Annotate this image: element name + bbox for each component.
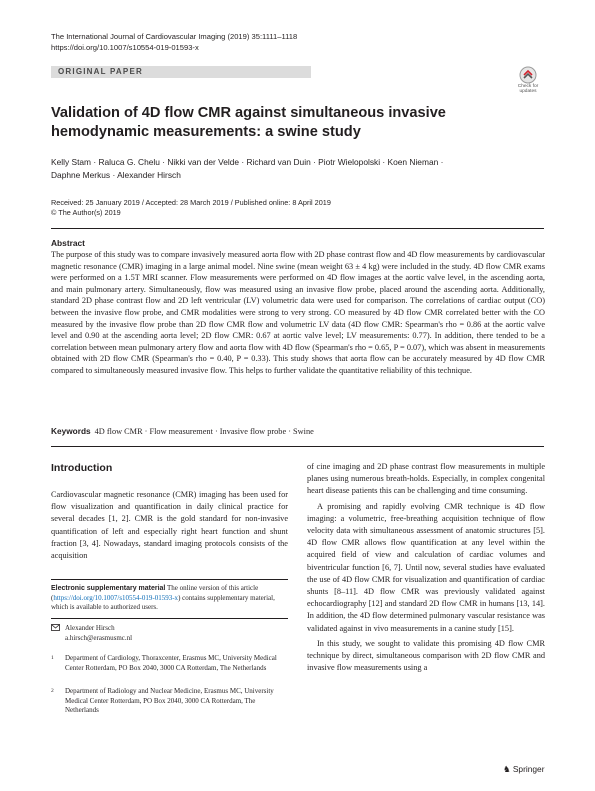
divider-keywords: [51, 446, 544, 447]
copyright-line: © The Author(s) 2019: [51, 208, 121, 217]
check-for-label: Check for: [517, 84, 539, 89]
divider-top: [51, 228, 544, 229]
publisher-name: Springer: [512, 764, 545, 774]
esm-label: Electronic supplementary material: [51, 585, 166, 592]
supplementary-note: [51, 584, 288, 613]
affiliation-2: [51, 687, 288, 716]
journal-doi[interactable]: https://doi.org/10.1007/s10554-019-01593-x: [51, 43, 199, 52]
esm-link[interactable]: https://doi.org/10.1007/s10554-019-01593-x: [53, 593, 179, 602]
title-line-2: hemodynamic measurements: a swine study: [51, 124, 361, 140]
envelope-icon: [51, 624, 60, 635]
affiliation-1-number: 1: [51, 655, 54, 661]
introduction-right-column: [307, 461, 545, 677]
affiliation-1: [51, 654, 288, 673]
author-list: [51, 156, 551, 182]
intro-paragraph-3: In this study, we sought to validate this promising 4D flow CMR technique by direct, simultaneous comparison with 2D flow CMR and invasive flow measurements using a: [307, 638, 545, 673]
publisher-logo: [503, 764, 545, 774]
abstract-heading: Abstract: [51, 238, 85, 248]
introduction-heading: Introduction: [51, 462, 113, 474]
esm-pre: The online version of this article (: [51, 584, 259, 602]
authors-line-2: Daphne Merkus · Alexander Hirsch: [51, 170, 181, 180]
dates-line-1: Received: 25 January 2019 / Accepted: 28 March 2019 / Published online: 8 April 2019: [51, 198, 331, 207]
journal-header: [51, 31, 297, 53]
publication-dates: [51, 198, 331, 218]
title-line-1: Validation of 4D flow CMR against simultaneous invasive: [51, 105, 446, 121]
contact-divider: [51, 618, 288, 619]
paper-title: [51, 104, 501, 142]
contact-name: Alexander Hirsch: [65, 624, 115, 632]
springer-horse-icon: ♞: [503, 764, 511, 774]
keywords-label: Keywords: [51, 426, 91, 436]
affiliation-2-number: 2: [51, 688, 54, 694]
check-for-updates-icon: [512, 66, 544, 84]
affiliation-1-text: Department of Cardiology, Thoraxcenter, Erasmus MC, University Medical Center Rotterdam, PO Box 2040, 3000 CA Rotterdam, The Netherlands: [65, 654, 277, 672]
keywords-text: 4D flow CMR · Flow measurement · Invasive flow probe · Swine: [94, 427, 314, 436]
article-type-label: ORIGINAL PAPER: [58, 67, 143, 76]
contact-email[interactable]: a.hirsch@erasmusmc.nl: [65, 633, 133, 642]
footnote-divider: [51, 579, 288, 580]
intro-paragraph-1: of cine imaging and 2D phase contrast flow measurements in multiple planes using numerous breath-holds. Especially, in complex congenital heart disease patients this can be challenging and time consuming.: [307, 462, 545, 496]
abstract-text: The purpose of this study was to compare invasively measured aorta flow with 2D phase contrast flow and 4D flow measurements by cardiovascular magnetic resonance (CMR) imaging in a large animal model. Nine swine (mean weight 63 ± 4 kg) were included in the study. 4D flow CMR exams were performed on a 1.5T MRI scanner. Flow measurements were performed on 4D flow images at the aortic valve level, in the ascending aorta, and main pulmonary artery. Simultaneously, flow was measured using an invasive flow probe, placed around the ascending aorta. Additionally, standard 2D phase contrast flow and 2D left ventricular (LV) volumetric data were used for comparison. The correlations of cardiac output (CO) between the invasive flow probe, and CMR modalities were strong to very strong. CO measured by 4D flow CMR correlated better with the CO measured by the invasive flow probe than 2D flow CMR flow and volumetric LV data (4D flow CMR: Spearman's rho = 0.86 at the aortic valve level and 0.90 at the ascending aorta level; 2D flow CMR: 0.67 at aortic valve level; LV measurements: 0.77). In addition, there tended to be a correlation between mean pulmonary artery flow and aorta flow with 4D flow (Spearman's rho = 0.65, P = 0.07), which was absent in measurements obtained with 2D flow CMR (Spearman's rho = 0.40, P = 0.33). This study shows that aorta flow can be accurately measured by 4D flow CMR compared to simultaneously measured invasive flow. This helps to further validate the quantitative reliability of this technique.: [51, 250, 545, 375]
affiliation-2-text: Department of Radiology and Nuclear Medicine, Erasmus MC, University Medical Center Rotterdam, PO Box 2040, 3000 CA Rotterdam, The Netherlands: [65, 687, 274, 715]
authors-line-1: Kelly Stam · Raluca G. Chelu · Nikki van der Velde · Richard van Duin · Piotr Wielopolski · Koen Nieman ·: [51, 157, 444, 167]
keywords: [51, 426, 314, 437]
journal-citation: The International Journal of Cardiovascular Imaging (2019) 35:1111–1118: [51, 32, 298, 41]
introduction-left-column: Cardiovascular magnetic resonance (CMR) imaging has been used for flow visualization and quantification in daily clinical practice for several decades [1, 2]. CMR is the gold standard for non-invasive quantification of left and especially right heart function and shunt fraction [3, 4]. Nowadays, standard imaging protocols consists of the acquisition: [51, 490, 288, 561]
check-for-updates-badge[interactable]: [512, 66, 544, 98]
updates-label: updates: [519, 89, 537, 94]
corresponding-author: [51, 624, 288, 643]
esm-post: ) contains supplementary material, which is available to authorized users.: [51, 593, 275, 612]
intro-paragraph-2: A promising and rapidly evolving CMR technique is 4D flow imaging: a volumetric, free-breathing acquisition technique of flow velocity data with simultaneous assessment of anatomic structures [5]. 4D flow CMR allows flow quantification at any level within the acquired field of view and calculation of cardiac volumes and biventricular function [6, 7]. Until now, several studies have evaluated the use of 4D flow CMR for visualization and quantification of cardiac shunts [8–11]. 4D flow CMR was previously validated against echocardiography [12] and standard 2D flow CMR in humans [13, 14]. In addition, the 4D flow determined pulmonary vascular resistance was validated against in vivo measurements in a canine study [15].: [307, 501, 545, 633]
article-type-badge: [51, 66, 311, 78]
